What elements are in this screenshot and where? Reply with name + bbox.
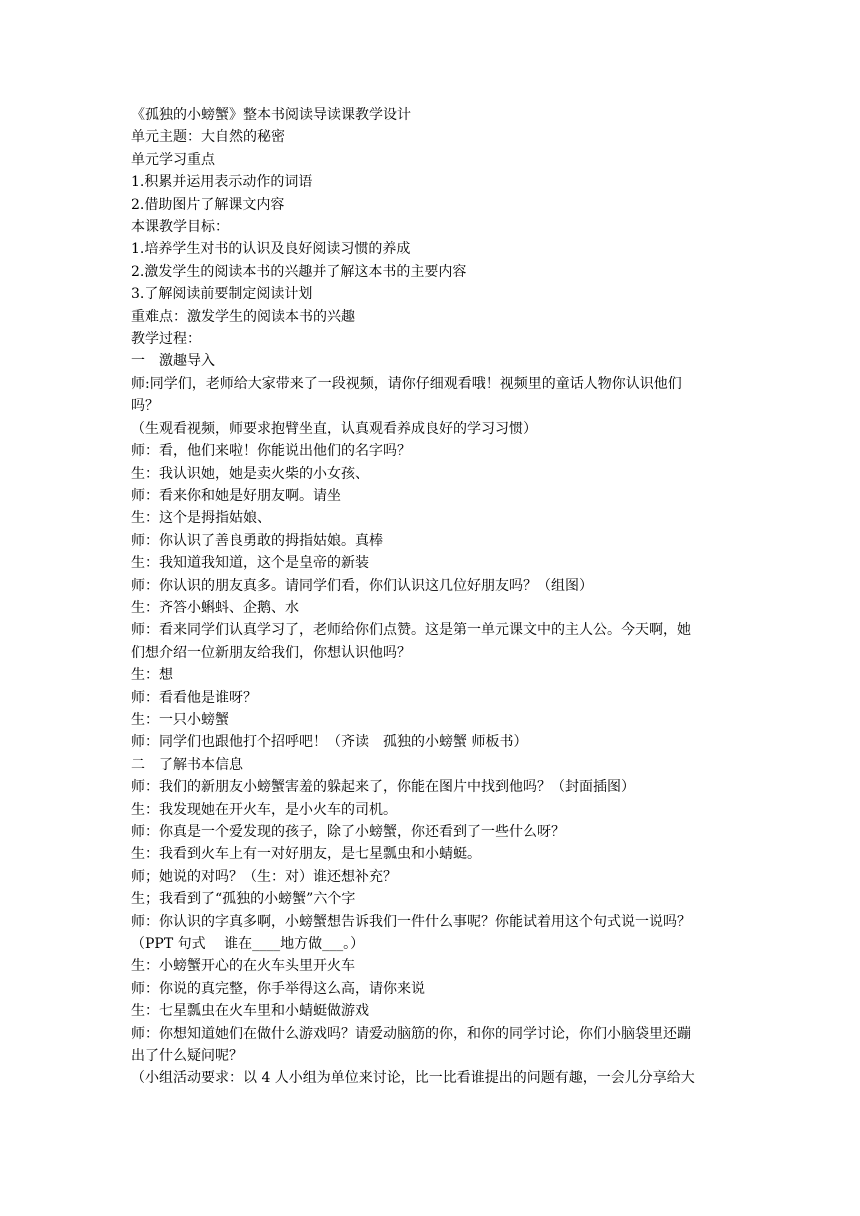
text-line: 生：一只小螃蟹 [131,711,229,728]
text-line: 师：你真是一个爱发现的孩子，除了小螃蟹，你还看到了一些什么呀？ [131,824,565,840]
text-line: 师：看来同学们认真学习了，老师给你们点赞。这是第一单元课文中的主人公。今天啊，她 [131,622,691,639]
text-line: 二 了解书本信息 [131,756,243,773]
text-line: 生：我知道我知道，这个是皇帝的新装 [131,555,369,572]
text-line: 出了什么疑问呢？ [131,1048,243,1065]
text-line: 1.积累并运用表示动作的词语 [131,174,313,191]
text-line: 师：看看他是谁呀？ [131,689,257,706]
text-line: 单元学习重点 [131,151,215,168]
text-line: 本课教学目标： [131,219,229,236]
text-line: 师：我们的新朋友小螃蟹害羞的躲起来了，你能在图片中找到他吗？（封面插图） [131,779,635,796]
text-line: 生：我认识她，她是卖火柴的小女孩、 [131,465,369,482]
text-line: 教学过程： [131,331,201,348]
text-line: 师：看来你和她是好朋友啊。请坐 [131,487,341,504]
text-line: 《孤独的小螃蟹》整本书阅读导读课教学设计 [131,107,411,123]
text-line: 2.借助图片了解课文内容 [131,196,285,213]
text-line: 1.培养学生对书的认识及良好阅读习惯的养成 [131,241,411,258]
text-line: （小组活动要求：以 4 人小组为单位来讨论，比一比看谁提出的问题有趣，一会儿分享给大 [131,1070,695,1087]
text-line: 生：七星瓢虫在火车里和小蜻蜓做游戏 [131,1003,369,1020]
text-line: 师：你认识了善良勇敢的拇指姑娘。真棒 [131,532,383,549]
text-line: 3.了解阅读前要制定阅读计划 [131,286,313,303]
text-line: 重难点：激发学生的阅读本书的兴趣 [131,308,355,325]
text-line: 生：我看到火车上有一对好朋友，是七星瓢虫和小蜻蜓。 [131,846,481,863]
text-line: （PPT 句式 谁在____地方做___。） [131,936,365,953]
text-line: 生：想 [131,667,173,684]
text-line: （生观看视频，师要求抱臂坐直，认真观看养成良好的学习习惯） [131,420,537,437]
text-line: 师：看，他们来啦！你能说出他们的名字吗？ [131,443,411,460]
text-line: 生：这个是拇指姑娘、 [131,510,271,527]
text-line: 师：同学们也跟他打个招呼吧！（齐读 孤独的小螃蟹 师板书） [131,734,528,751]
text-line: 师:同学们，老师给大家带来了一段视频，请你仔细观看哦！视频里的童话人物你认识他们 [131,375,682,392]
text-line: 2.激发学生的阅读本书的兴趣并了解这本书的主要内容 [131,263,467,280]
text-line: 生：我发现她在开火车，是小火车的司机。 [131,801,397,818]
text-line: 师：你说的真完整，你手举得这么高，请你来说 [131,980,425,997]
text-line: 们想介绍一位新朋友给我们，你想认识他吗？ [131,644,411,661]
text-line: 生；我看到了“孤独的小螃蟹”六个字 [131,891,356,908]
text-line: 师：你想知道她们在做什么游戏吗？请爱动脑筋的你，和你的同学讨论，你们小脑袋里还蹦 [131,1025,691,1042]
text-line: 一 激趣导入 [131,353,215,370]
text-line: 师：你认识的朋友真多。请同学们看，你们认识这几位好朋友吗？（组图） [131,577,593,594]
text-line: 师：你认识的字真多啊，小螃蟹想告诉我们一件什么事呢？你能试着用这个句式说一说吗？ [131,913,691,930]
text-line: 单元主题：大自然的秘密 [131,129,285,146]
text-line: 吗？ [131,398,159,415]
text-line: 生：小螃蟹开心的在火车头里开火车 [131,958,355,975]
text-line: 生：齐答小蝌蚪、企鹅、水 [131,599,299,616]
text-line: 师；她说的对吗？（生：对）谁还想补充？ [131,868,397,885]
document-body [131,104,741,1090]
